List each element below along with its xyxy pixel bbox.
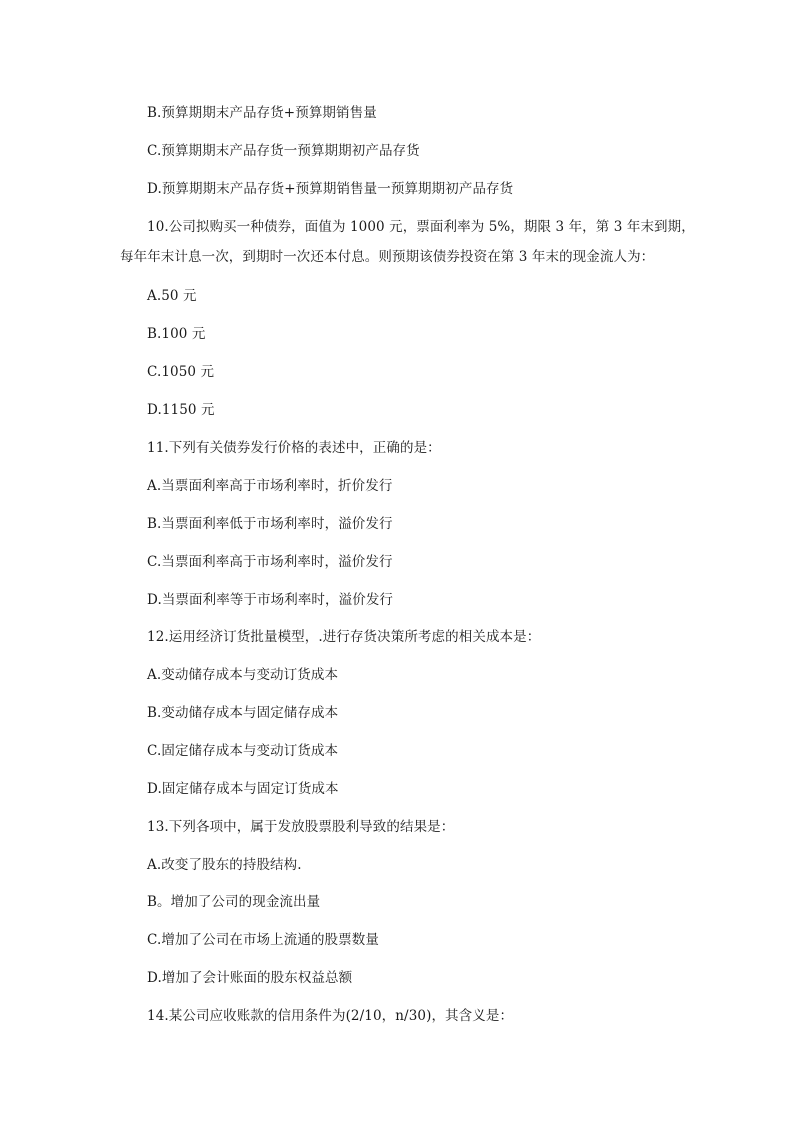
question-10-continued: 每年年末计息一次，到期时一次还本付息。则预期该债券投资在第 3 年末的现金流人为： (120, 249, 655, 265)
option-12a: A.变动储存成本与变动订货成本 (147, 667, 339, 683)
option-11d: D.当票面利率等于市场利率时，溢价发行 (147, 592, 394, 608)
option-12b: B.变动储存成本与固定储存成本 (147, 705, 339, 721)
option-12c: C.固定储存成本与变动订货成本 (147, 743, 339, 759)
option-10b: B.100 元 (147, 326, 206, 342)
option-9c: C.预算期期末产品存货一预算期期初产品存货 (147, 143, 420, 159)
question-12: 12.运用经济订货批量模型，.进行存货决策所考虑的相关成本是： (147, 629, 541, 645)
option-13a: A.改变了股东的持股结构. (147, 857, 302, 873)
question-14: 14.某公司应收账款的信用条件为(2/10，n/30)，其含义是： (147, 1008, 514, 1024)
option-13c: C.增加了公司在市场上流通的股票数量 (147, 932, 379, 948)
option-11b: B.当票面利率低于市场利率时，溢价发行 (147, 516, 393, 532)
option-11a: A.当票面利率高于市场利率时，折价发行 (147, 478, 393, 494)
question-10: 10.公司拟购买一种债券，面值为 1000 元，票面利率为 5%，期限 3 年，第 3 年末到期， (147, 219, 695, 235)
option-11c: C.当票面利率高于市场利率时，溢价发行 (147, 554, 393, 570)
option-12d: D.固定储存成本与固定订货成本 (147, 781, 339, 797)
option-13b: B。增加了公司的现金流出量 (147, 894, 321, 910)
option-9b: B.预算期期末产品存货+预算期销售量 (147, 105, 377, 121)
option-9d: D.预算期期末产品存货+预算期销售量一预算期期初产品存货 (147, 181, 514, 197)
question-13: 13.下列各项中，属于发放股票股利导致的结果是： (147, 819, 455, 835)
option-10a: A.50 元 (147, 288, 197, 304)
option-13d: D.增加了会计账面的股东权益总额 (147, 970, 353, 986)
option-10c: C.1050 元 (147, 364, 215, 380)
option-10d: D.1150 元 (147, 402, 215, 418)
question-11: 11.下列有关债券发行价格的表述中，正确的是： (147, 440, 441, 456)
